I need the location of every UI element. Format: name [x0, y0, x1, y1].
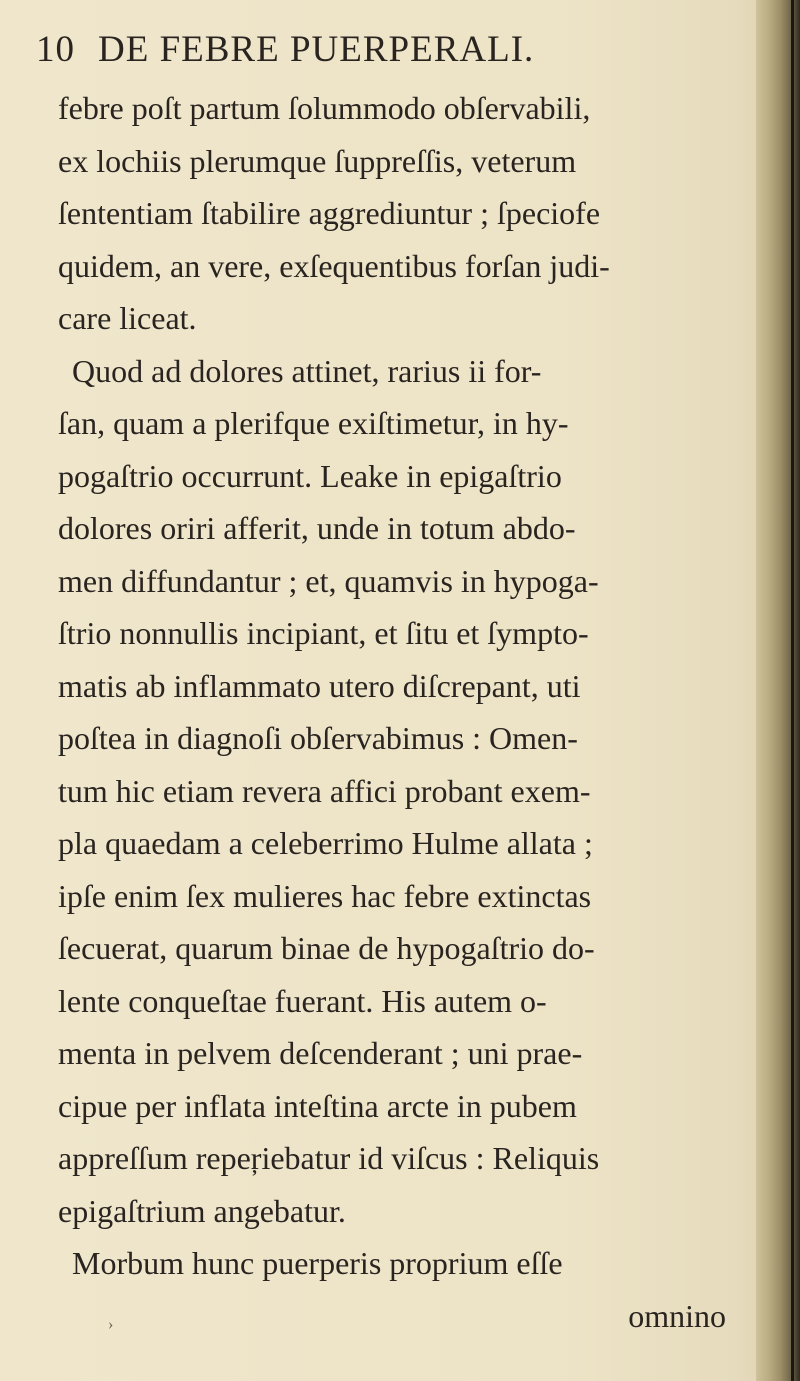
- text-line: epigaſtrium angebatur.: [58, 1192, 346, 1229]
- text-line: ſententiam ſtabilire aggrediuntur ; ſpeciofe: [58, 195, 601, 231]
- text-line: tum hic etiam revera affici probant exem-: [58, 772, 591, 809]
- text-line: lente conqueſtae fuerant. His autem o-: [58, 982, 547, 1019]
- ink-mark: ›: [108, 1316, 114, 1333]
- text-line: febre poſt partum ſolummodo obſervabili,: [58, 90, 591, 126]
- text-line: appreſſum repeŗiebatur id viſcus : Reliquis: [58, 1140, 600, 1176]
- text-line: ex lochiis plerumque ſuppreſſis, veterum: [58, 142, 577, 179]
- text-line: cipue per inflata inteſtina arcte in pubem: [58, 1087, 577, 1124]
- running-header: [36, 28, 736, 78]
- text-line: Quod ad dolores attinet, rarius ii for-: [72, 352, 542, 389]
- text-line: ſecuerat, quarum binae de hypogaſtrio do-: [58, 930, 595, 966]
- page-edge-line: [791, 0, 794, 1381]
- catchword: omnino: [628, 1297, 726, 1334]
- text-line: dolores oriri afferit, unde in totum abdo-: [58, 510, 576, 546]
- text-line: poſtea in diagnoſi obſervabimus : Omen-: [58, 720, 578, 756]
- text-line: ſan, quam a plerifque exiſtimetur, in hy-: [58, 405, 569, 441]
- text-line: care liceat.: [58, 300, 197, 336]
- text-line: menta in pelvem deſcenderant ; uni prae-: [58, 1035, 583, 1071]
- page-number: 10: [36, 29, 75, 70]
- text-line: matis ab inflammato utero diſcrepant, uti: [58, 667, 581, 704]
- text-line: men diffundantur ; et, quamvis in hypoga-: [58, 562, 599, 599]
- text-line: ipſe enim ſex mulieres hac febre extinctas: [58, 877, 592, 914]
- text-line: pogaſtrio occurrunt. Leake in epigaſtrio: [58, 457, 562, 494]
- text-line: Morbum hunc puerperis proprium eſſe: [72, 1245, 563, 1281]
- running-title: DE FEBRE PUERPERALI.: [98, 29, 535, 70]
- body-text: [58, 82, 738, 1342]
- text-line: quidem, an vere, exſequentibus forſan judi-: [58, 247, 610, 284]
- text-line: ſtrio nonnullis incipiant, et ſitu et ſympto-: [58, 615, 589, 651]
- text-line: pla quaedam a celeberrimo Hulme allata ;: [58, 825, 593, 861]
